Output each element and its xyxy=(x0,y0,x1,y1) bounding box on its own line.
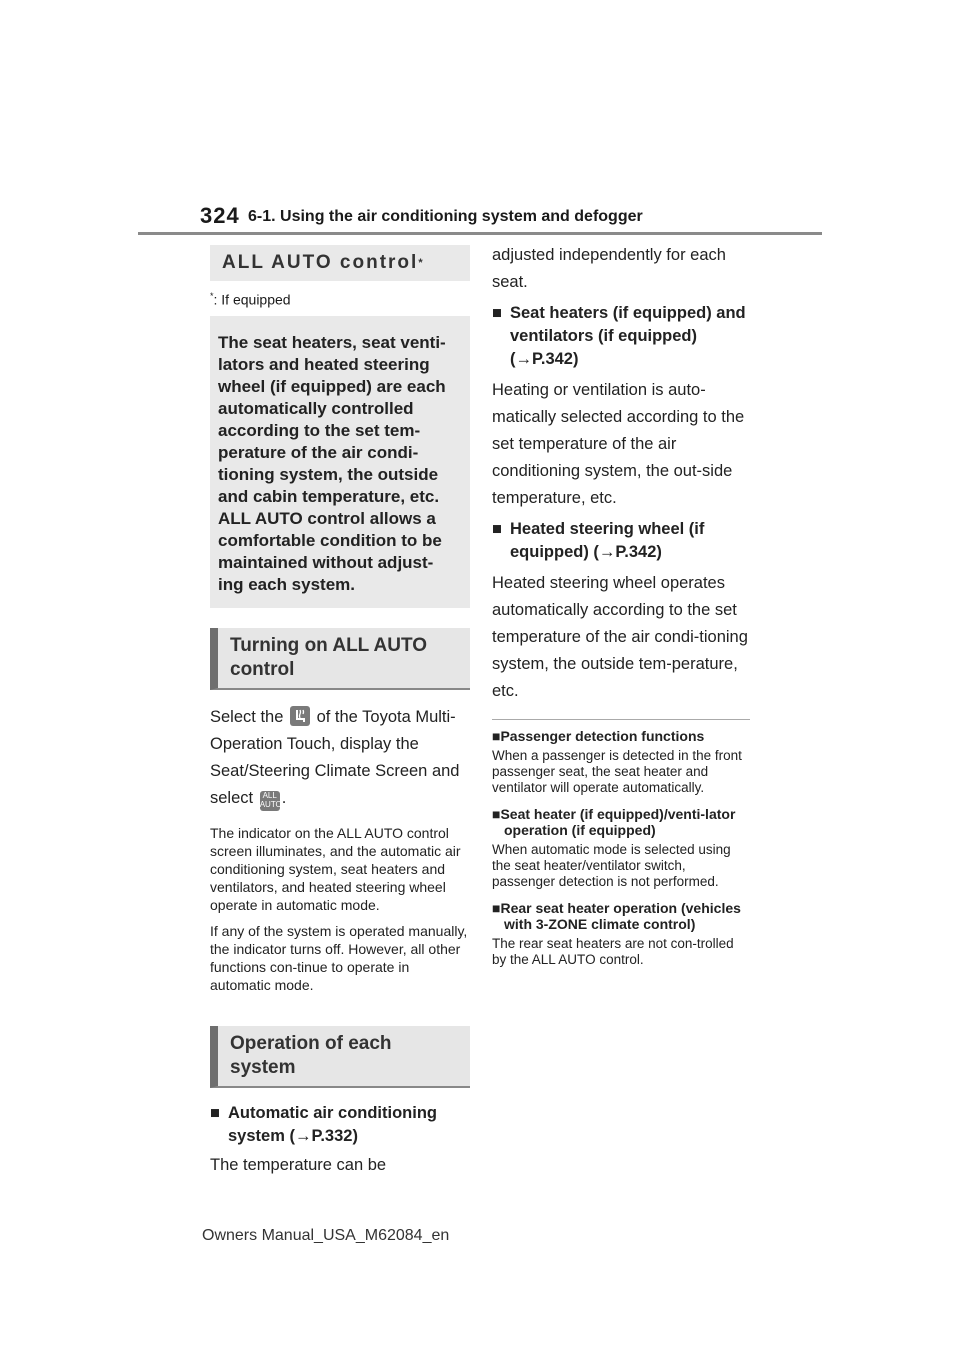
footnote-text: : If equipped xyxy=(213,291,291,308)
bullet-square-icon: ■ xyxy=(492,728,501,744)
seat-climate-icon xyxy=(290,706,310,726)
bullet-heading-seat-heaters xyxy=(492,302,750,371)
bullet-heading-text: Automatic air conditioning system (→P.332) xyxy=(228,1103,437,1145)
section-heading-turning-on: Turning on ALL AUTO control xyxy=(210,628,470,690)
note-heading-seat-heater-operation xyxy=(492,806,750,838)
bullet-heading-auto-ac xyxy=(210,1102,470,1148)
footnote xyxy=(210,291,470,308)
note-heading-passenger-detection xyxy=(492,728,750,744)
indicator-paragraph: The indicator on the ALL AUTO control screen illuminates, and the automatic air conditioning system, seat heaters and ventilators, and heated steering wheel operate in automatic mode. xyxy=(210,824,461,913)
note-heading-rear-seat-heater xyxy=(492,900,750,932)
note-body-passenger-detection: When a passenger is detected in the front passenger seat, the seat heater and ventilator will operate automatically. xyxy=(492,748,742,795)
bullet-square-icon: ■ xyxy=(492,520,502,538)
bullet-square-icon: ■ xyxy=(492,304,502,322)
bullet-heading-steering-wheel xyxy=(492,518,750,564)
step-text-3: . xyxy=(281,788,287,807)
step-text-1: Select the xyxy=(210,707,284,726)
note-heading-text: Seat heater (if equipped)/venti-lator operation (if equipped) xyxy=(500,806,736,838)
bullet-body-auto-ac: The temperature can be xyxy=(210,1155,387,1174)
all-auto-icon: ALL AUTO xyxy=(259,790,282,809)
manual-operation-paragraph: If any of the system is operated manually, the indicator turns off. However, all other functions con-tinue to operate in automatic mode. xyxy=(210,922,468,993)
page-number: 324 xyxy=(200,203,240,228)
note-body-seat-heater-operation: When automatic mode is selected using the seat heater/ventilator switch, passenger detection is not performed. xyxy=(492,842,731,889)
note-body-rear-seat-heater: The rear seat heaters are not con-trolled by the ALL AUTO control. xyxy=(492,936,734,967)
continued-paragraph: adjusted independently for each seat. xyxy=(492,246,726,291)
note-heading-text: Passenger detection functions xyxy=(500,728,705,744)
right-column xyxy=(492,242,750,968)
step-instruction xyxy=(210,704,470,812)
bullet-square-icon: ■ xyxy=(492,806,501,822)
left-column xyxy=(210,245,470,1179)
section-heading-all-auto xyxy=(210,245,470,281)
summary-box: The seat heaters, seat venti-lators and heated steering wheel (if equipped) are each automatically controlled according to the set tem-perature of the air condi-tioning system, the outside and cabin temperature, etc. ALL AUTO control allows a comfortable condition to be maintained without adjust-ing each system. xyxy=(210,316,470,608)
footer-manual-id: Owners Manual_USA_M62084_en xyxy=(202,1227,450,1244)
bullet-square-icon: ■ xyxy=(210,1103,220,1122)
notes-divider xyxy=(492,719,750,720)
note-heading-text: Rear seat heater operation (vehicles with 3-ZONE climate control) xyxy=(500,900,741,932)
asterisk-mark: * xyxy=(418,257,423,269)
bullet-square-icon: ■ xyxy=(492,900,501,916)
footnote-mark: * xyxy=(210,291,214,301)
bullet-heading-text: Heated steering wheel (if equipped) (→P.342) xyxy=(510,520,705,561)
section-heading-operation: Operation of each system xyxy=(210,1026,470,1088)
section-heading-text: ALL AUTO control xyxy=(222,252,419,273)
step-text-2: of the Toyota Multi-Operation Touch, display the Seat/Steering Climate Screen and select xyxy=(210,707,460,807)
bullet-body-seat-heaters: Heating or ventilation is auto-matically selected according to the set temperature of the air conditioning system, the out-side temperature, etc. xyxy=(492,381,745,507)
bullet-heading-text: Seat heaters (if equipped) and ventilators (if equipped) (→P.342) xyxy=(510,304,746,368)
bullet-body-steering-wheel: Heated steering wheel operates automatically according to the set temperature of the air condi-tioning system, the outside tem-perature, etc. xyxy=(492,574,748,700)
header-divider xyxy=(138,232,822,235)
chapter-title: 6-1. Using the air conditioning system and defogger xyxy=(248,208,643,225)
